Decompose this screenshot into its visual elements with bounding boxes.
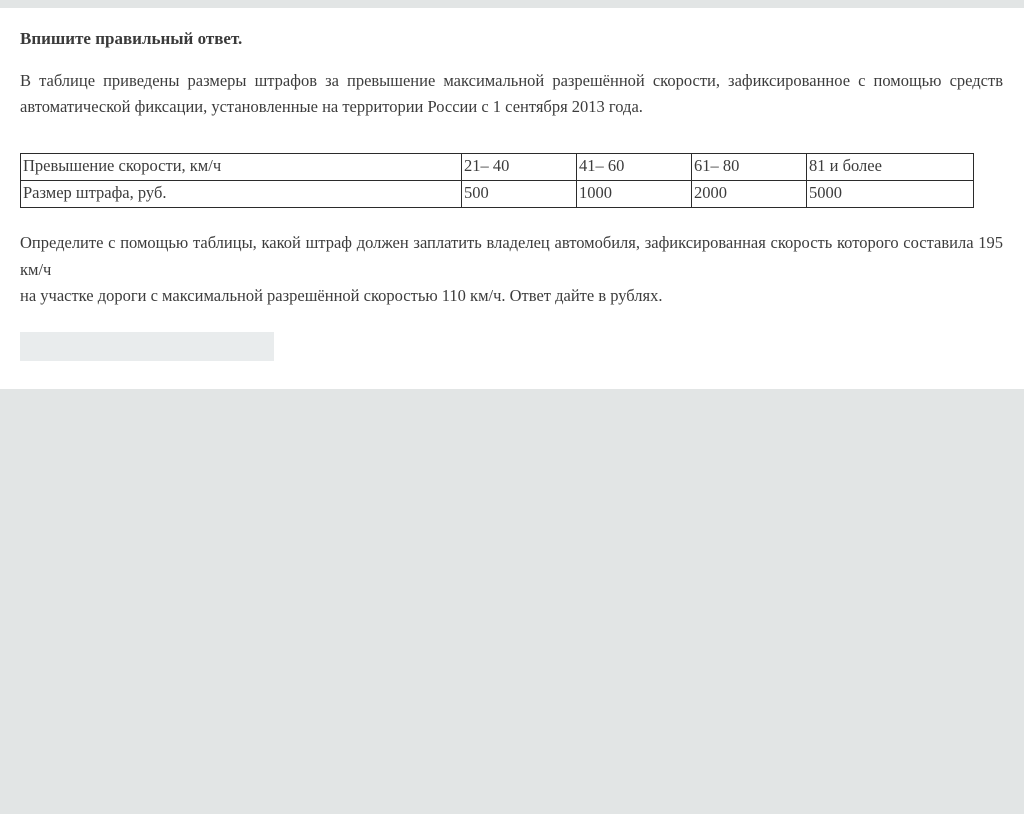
- table-cell-fine-3: 2000: [692, 181, 807, 208]
- table-cell-speed-range-1: 21– 40: [462, 154, 577, 181]
- question-panel: [0, 8, 1024, 389]
- table-cell-fine-1: 500: [462, 181, 577, 208]
- task-line-1: Определите с помощью таблицы, какой штраф должен заплатить владелец автомобиля, зафиксированная скорость которого составила 195 км/ч: [20, 233, 1003, 279]
- task-line-2: на участке дороги с максимальной разрешённой скоростью 110 км/ч. Ответ дайте в рублях.: [20, 286, 663, 305]
- table-cell-fine-2: 1000: [577, 181, 692, 208]
- table-cell-speed-range-3: 61– 80: [692, 154, 807, 181]
- table-cell-speed-range-2: 41– 60: [577, 154, 692, 181]
- question-intro-paragraph: В таблице приведены размеры штрафов за превышение максимальной разрешённой скорости, зафиксированное с помощью средств автоматической фиксации, установленные на территории России с 1 сентября 2013 года.: [20, 71, 1003, 116]
- question-task-paragraph: [20, 230, 1003, 310]
- table-cell-speed-label: Превышение скорости, км/ч: [21, 154, 462, 181]
- table-row-speed-excess: [21, 154, 974, 181]
- question-prompt: Впишите правильный ответ.: [20, 29, 243, 48]
- fines-table: [20, 153, 974, 208]
- table-cell-fine-4: 5000: [807, 181, 974, 208]
- answer-input[interactable]: [20, 332, 274, 361]
- table-cell-fine-label: Размер штрафа, руб.: [21, 181, 462, 208]
- table-cell-speed-range-4: 81 и более: [807, 154, 974, 181]
- table-row-fine-size: [21, 181, 974, 208]
